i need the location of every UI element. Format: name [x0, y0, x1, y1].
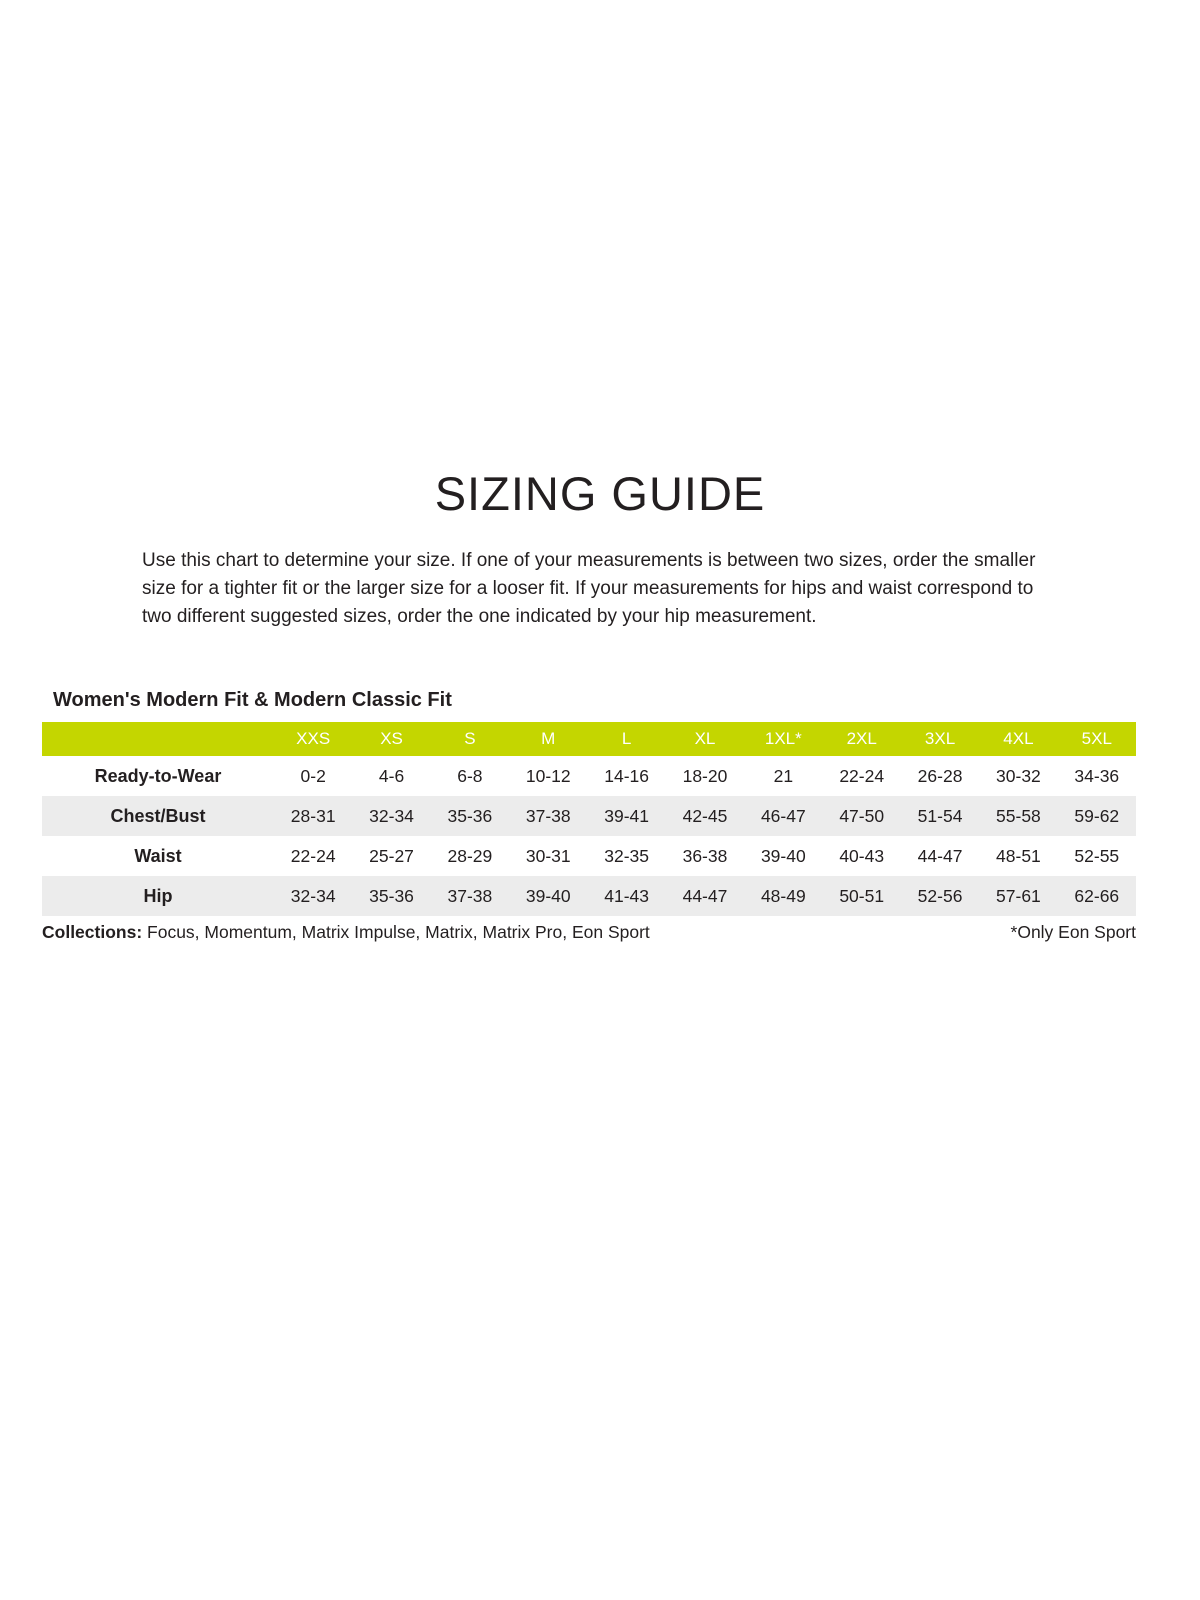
cell: 22-24	[839, 765, 885, 786]
cell: 40-43	[839, 845, 885, 866]
cell: 30-31	[525, 845, 571, 866]
cell: 21	[773, 765, 794, 786]
cell: 35-36	[447, 805, 493, 826]
collections-row	[42, 922, 1136, 943]
collections-note	[42, 922, 650, 943]
cell: 57-61	[996, 885, 1041, 906]
cell: 39-41	[604, 805, 649, 826]
header-row	[42, 722, 1136, 756]
col-header: L	[587, 722, 665, 756]
row-label: Hip	[143, 885, 173, 906]
cell: 32-34	[369, 805, 414, 826]
cell: 34-36	[1074, 765, 1120, 786]
cell: 32-35	[604, 845, 649, 866]
row-label: Chest/Bust	[110, 805, 206, 826]
cell: 42-45	[682, 805, 728, 826]
header-label-spacer	[42, 722, 274, 756]
cell: 59-62	[1074, 805, 1120, 826]
cell: 30-32	[996, 765, 1041, 786]
intro-text: Use this chart to determine your size. If one of your measurements is between two sizes, order the smaller size for a tighter fit or the larger size for a looser fit. If your measurements for hips and waist correspond to two different suggested sizes, order the one indicated by your hip measurement.	[142, 550, 1036, 628]
cell: 50-51	[839, 885, 885, 906]
cell: 48-51	[996, 845, 1041, 866]
row-label: Ready-to-Wear	[94, 765, 222, 786]
section-heading: Women's Modern Fit & Modern Classic Fit	[53, 689, 452, 712]
col-header: 4XL	[979, 722, 1057, 756]
table-row	[42, 756, 1136, 796]
cell: 37-38	[447, 885, 493, 906]
cell: 14-16	[604, 765, 649, 786]
footnote: *Only Eon Sport	[1010, 922, 1136, 943]
col-header: 3XL	[901, 722, 979, 756]
cell: 41-43	[604, 885, 649, 906]
sizing-table	[42, 722, 1136, 916]
table-row	[42, 836, 1136, 876]
cell: 4-6	[378, 765, 405, 786]
col-header: XXS	[274, 722, 352, 756]
col-header: XS	[352, 722, 430, 756]
cell: 46-47	[760, 805, 806, 826]
table-row	[42, 796, 1136, 836]
page-title: SIZING GUIDE	[434, 467, 766, 520]
sizing-table-header	[42, 722, 1136, 756]
cell: 51-54	[917, 805, 963, 826]
cell: 28-29	[447, 845, 493, 866]
cell: 52-55	[1074, 845, 1120, 866]
cell: 18-20	[682, 765, 728, 786]
cell: 25-27	[369, 845, 414, 866]
table-row	[42, 876, 1136, 916]
sizing-table-body	[42, 756, 1136, 916]
cell: 47-50	[839, 805, 885, 826]
cell: 32-34	[290, 885, 336, 906]
col-header: M	[509, 722, 587, 756]
cell: 62-66	[1074, 885, 1120, 906]
row-label: Waist	[134, 845, 182, 866]
cell: 44-47	[682, 885, 728, 906]
cell: 39-40	[525, 885, 571, 906]
cell: 37-38	[525, 805, 571, 826]
cell: 26-28	[917, 765, 963, 786]
cell: 52-56	[917, 885, 963, 906]
col-header: 1XL*	[744, 722, 822, 756]
cell: 28-31	[290, 805, 336, 826]
cell: 6-8	[457, 765, 483, 786]
cell: 39-40	[760, 845, 806, 866]
cell: 22-24	[290, 845, 336, 866]
cell: 35-36	[369, 885, 414, 906]
cell: 44-47	[917, 845, 963, 866]
col-header: 2XL	[823, 722, 901, 756]
cell: 0-2	[300, 765, 326, 786]
cell: 10-12	[525, 765, 571, 786]
col-header: S	[431, 722, 509, 756]
cell: 36-38	[682, 845, 728, 866]
collections-label: Collections:	[42, 922, 143, 943]
cell: 55-58	[996, 805, 1041, 826]
col-header: 5XL	[1058, 722, 1136, 756]
col-header: XL	[666, 722, 744, 756]
cell: 48-49	[760, 885, 806, 906]
collections-list: Focus, Momentum, Matrix Impulse, Matrix, Matrix Pro, Eon Sport	[142, 922, 650, 943]
